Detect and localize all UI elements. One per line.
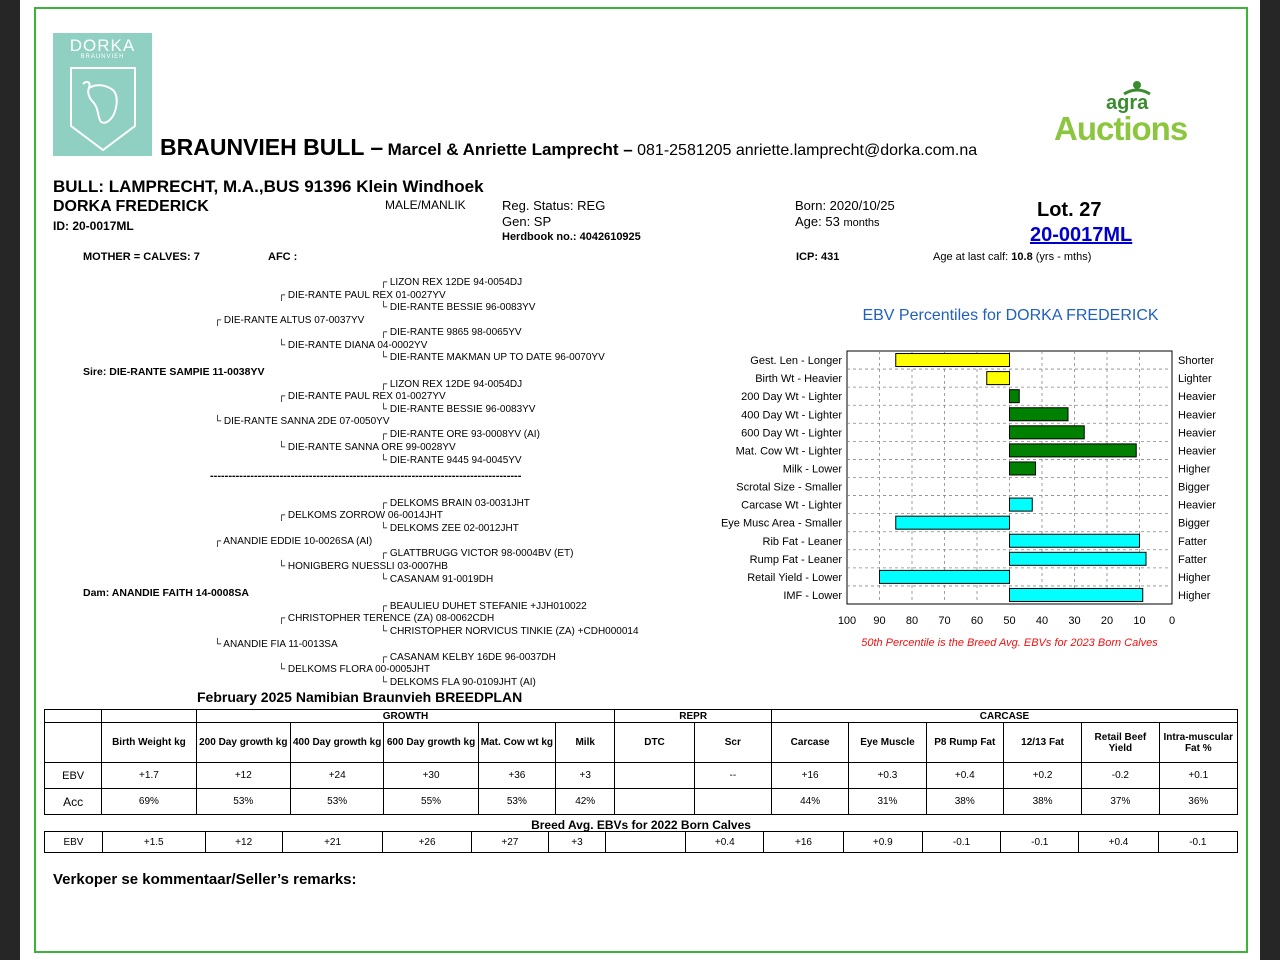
category-label: Birth Wt - Heavier	[755, 373, 842, 386]
pedigree-line: └ DELKOMS ZEE 02-0012JHT	[380, 523, 519, 534]
column-header: Scr	[694, 723, 771, 763]
group-header-row	[45, 710, 1238, 723]
age-value: Age: 53	[795, 214, 840, 229]
lot-link[interactable]: 20-0017ML	[1030, 224, 1133, 246]
pedigree-line: └ DIE-RANTE BESSIE 96-0083YV	[380, 302, 536, 313]
pedigree-line: ┌ DIE-RANTE 9865 98-0065YV	[380, 327, 522, 338]
pedigree-line: └ DIE-RANTE BESSIE 96-0083YV	[380, 404, 536, 415]
x-tick-label: 50	[1003, 615, 1016, 627]
table-cell: +0.4	[926, 763, 1003, 789]
pedigree-line: ┌ DIE-RANTE ALTUS 07-0037YV	[214, 315, 365, 326]
page-title	[160, 134, 977, 161]
table-cell: +1.7	[102, 763, 196, 789]
pedigree-line: ┌ DELKOMS ZORROW 06-0014JHT	[278, 510, 443, 521]
x-tick-label: 40	[1035, 615, 1049, 627]
table-cell: +0.2	[1003, 763, 1081, 789]
pedigree-line: ┌ DELKOMS BRAIN 03-0031JHT	[380, 498, 530, 509]
pedigree-line: ┌ BEAULIEU DUHET STEFANIE +JJH010022	[380, 601, 587, 612]
category-label: Retail Yield - Lower	[747, 571, 842, 584]
column-header: P8 Rump Fat	[926, 723, 1003, 763]
pedigree-separator: -------------------------------------------------------------------------------------	[210, 470, 522, 482]
dam-label: Dam: ANANDIE FAITH 14-0008SA	[83, 587, 249, 599]
pedigree-line: └ DIE-RANTE SANNA ORE 99-0028YV	[278, 442, 456, 453]
age-last-calf-value: 10.8	[1011, 251, 1033, 263]
animal-id: ID: 20-0017ML	[53, 219, 134, 233]
animal-sex: MALE/MANLIK	[385, 198, 466, 212]
column-header: Retail Beef Yield	[1082, 723, 1159, 763]
table-cell: +12	[196, 763, 290, 789]
dorka-logo	[53, 33, 152, 156]
column-header: 600 Day growth kg	[384, 723, 478, 763]
table-cell: 53%	[478, 789, 555, 815]
direction-label: Bigger	[1178, 481, 1210, 494]
title-main: BRAUNVIEH BULL –	[160, 134, 384, 160]
herdbook-no: Herdbook no.: 4042610925	[502, 231, 641, 243]
category-label: Rump Fat - Leaner	[749, 553, 842, 566]
animal-name: DORKA FREDERICK	[53, 198, 209, 215]
table-cell: 37%	[1082, 789, 1159, 815]
column-header: Carcase	[771, 723, 848, 763]
group-carcase: CARCASE	[771, 710, 1237, 723]
direction-label: Heavier	[1178, 445, 1216, 458]
table-cell: +24	[290, 763, 383, 789]
column-header: Milk	[556, 723, 615, 763]
pedigree-line: ┌ LIZON REX 12DE 94-0054DJ	[380, 379, 523, 390]
direction-label: Heavier	[1178, 409, 1216, 422]
x-tick-label: 60	[970, 615, 984, 627]
x-tick-label: 70	[938, 615, 951, 627]
category-label: 400 Day Wt - Lighter	[741, 409, 842, 422]
category-label: Rib Fat - Leaner	[762, 535, 842, 548]
sire-label: Sire: DIE-RANTE SAMPIE 11-0038YV	[83, 366, 265, 378]
x-tick-label: 80	[905, 615, 919, 627]
table-cell: 38%	[1003, 789, 1081, 815]
table-cell: +12	[205, 832, 282, 853]
pedigree-line: └ DELKOMS FLORA 00-0005JHT	[278, 664, 431, 675]
pedigree-line: ┌ ANANDIE EDDIE 10-0026SA (AI)	[214, 536, 373, 547]
table-cell: -0.2	[1082, 763, 1159, 789]
table-cell: -0.1	[1001, 832, 1079, 853]
table-cell: 31%	[849, 789, 926, 815]
column-header: Eye Muscle	[849, 723, 926, 763]
table-cell: +0.1	[1159, 763, 1237, 789]
age-last-calf-unit: (yrs - mths)	[1035, 251, 1092, 263]
breed-avg-table	[44, 831, 1238, 853]
title-owner: Marcel & Anriette Lamprecht –	[387, 140, 633, 159]
icp: ICP: 431	[796, 251, 840, 263]
column-header: 12/13 Fat	[1003, 723, 1081, 763]
table-cell: +27	[471, 832, 548, 853]
bull-shield-icon	[69, 66, 137, 152]
catalogue-page	[20, 0, 1260, 960]
pedigree-line: └ DIE-RANTE 9445 94-0045YV	[380, 455, 522, 466]
category-label: Eye Musc Area - Smaller	[720, 517, 842, 530]
table-cell: 42%	[556, 789, 615, 815]
column-header: 200 Day growth kg	[196, 723, 290, 763]
column-header: DTC	[615, 723, 694, 763]
direction-label: Higher	[1178, 571, 1211, 584]
table-cell: 69%	[102, 789, 196, 815]
lot-number: Lot. 27	[1037, 199, 1102, 221]
direction-label: Heavier	[1178, 499, 1216, 512]
logo-subtitle: BRAUNVIEH	[80, 54, 125, 60]
empty-cell	[102, 710, 196, 723]
table-cell: 53%	[196, 789, 290, 815]
table-cell: 36%	[1159, 789, 1237, 815]
breedplan-table	[44, 709, 1238, 815]
agra-text: agra	[1106, 92, 1149, 114]
x-tick-label: 100	[837, 615, 857, 627]
category-label: Gest. Len - Longer	[750, 355, 842, 368]
pedigree-line: ┌ GLATTBRUGG VICTOR 98-0004BV (ET)	[380, 548, 574, 559]
row-label: Acc	[45, 789, 102, 815]
direction-label: Fatter	[1178, 535, 1207, 548]
column-header: Mat. Cow wt kg	[478, 723, 555, 763]
direction-label: Fatter	[1178, 553, 1207, 566]
age-last-calf-label: Age at last calf:	[933, 251, 1009, 263]
table-cell: +0.9	[843, 832, 922, 853]
category-label: Scrotal Size - Smaller	[736, 481, 842, 494]
table-cell: --	[694, 763, 771, 789]
x-tick-label: 30	[1068, 615, 1081, 627]
category-label: 200 Day Wt - Lighter	[741, 391, 842, 404]
table-row	[45, 763, 1238, 789]
reg-status: Reg. Status: REG	[502, 198, 606, 213]
row-label: EBV	[45, 832, 103, 853]
category-label: 600 Day Wt - Lighter	[741, 427, 842, 440]
direction-label: Heavier	[1178, 427, 1216, 440]
pedigree-line: ┌ DIE-RANTE PAUL REX 01-0027YV	[278, 391, 446, 402]
x-tick-label: 10	[1133, 615, 1146, 627]
direction-label: Higher	[1178, 463, 1211, 476]
category-label: Milk - Lower	[782, 463, 842, 476]
category-label: Mat. Cow Wt - Lighter	[735, 445, 842, 458]
pedigree-line: └ HONIGBERG NUESSLI 03-0007HB	[278, 561, 448, 572]
pedigree-line: └ DIE-RANTE SANNA 2DE 07-0050YV	[214, 416, 390, 427]
x-tick-label: 20	[1100, 615, 1114, 627]
born-date: Born: 2020/10/25	[795, 198, 895, 213]
direction-label: Lighter	[1178, 373, 1212, 386]
group-growth: GROWTH	[196, 710, 615, 723]
table-cell: -0.1	[922, 832, 1000, 853]
pedigree-line: ┌ DIE-RANTE ORE 93-0008YV (AI)	[380, 429, 540, 440]
empty-cell	[45, 723, 102, 763]
direction-label: Shorter	[1178, 355, 1215, 368]
column-header: 400 Day growth kg	[290, 723, 383, 763]
pedigree-line: ┌ DIE-RANTE PAUL REX 01-0027YV	[278, 290, 446, 301]
column-header: Birth Weight kg	[102, 723, 196, 763]
afc: AFC :	[268, 251, 298, 263]
group-repr: REPR	[615, 710, 772, 723]
table-cell: +3	[556, 763, 615, 789]
table-cell: 38%	[926, 789, 1003, 815]
table-cell	[605, 832, 685, 853]
breed-avg-title: Breed Avg. EBVs for 2022 Born Calves	[531, 818, 751, 832]
table-row	[45, 832, 1238, 853]
bull-owner-line: BULL: LAMPRECHT, M.A.,BUS 91396 Klein Windhoek	[53, 177, 484, 196]
seller-remarks: Verkoper se kommentaar/Seller’s remarks:	[53, 871, 357, 888]
logo-title: DORKA	[69, 36, 136, 55]
pedigree-line: ┌ CASANAM KELBY 16DE 96-0037DH	[380, 652, 556, 663]
direction-label: Bigger	[1178, 517, 1210, 530]
table-cell: +26	[383, 832, 471, 853]
category-label: Carcase Wt - Lighter	[741, 499, 842, 512]
table-cell: 44%	[771, 789, 848, 815]
agra-auctions-logo	[1054, 88, 1224, 152]
table-cell	[615, 763, 694, 789]
table-cell: +3	[548, 832, 605, 853]
column-header-row	[45, 723, 1238, 763]
pedigree-line: └ CASANAM 91-0019DH	[380, 574, 494, 585]
breedplan-title: February 2025 Namibian Braunvieh BREEDPLAN	[197, 689, 523, 705]
table-cell: -0.1	[1158, 832, 1237, 853]
pedigree-line: └ ANANDIE FIA 11-0013SA	[214, 639, 338, 650]
row-label: EBV	[45, 763, 102, 789]
direction-label: Higher	[1178, 589, 1211, 602]
chart-title: EBV Percentiles for DORKA FREDERICK	[862, 307, 1159, 324]
auctions-text: Auctions	[1054, 110, 1188, 147]
age-last-calf	[933, 251, 1091, 263]
x-tick-label: 90	[873, 615, 886, 627]
column-header: Intra-muscular Fat %	[1159, 723, 1237, 763]
table-row	[45, 789, 1238, 815]
pedigree-line: └ DELKOMS FLA 90-0109JHT (AI)	[380, 677, 536, 688]
table-cell: +0.3	[849, 763, 926, 789]
category-label: IMF - Lower	[783, 589, 842, 602]
gen: Gen: SP	[502, 214, 552, 229]
table-cell: +16	[771, 763, 848, 789]
pedigree-line: ┌ CHRISTOPHER TERENCE (ZA) 08-0062CDH	[278, 613, 495, 624]
table-cell: +1.5	[102, 832, 205, 853]
table-cell: +16	[764, 832, 843, 853]
empty-cell	[45, 710, 102, 723]
table-cell: +0.4	[686, 832, 764, 853]
table-cell: 55%	[384, 789, 478, 815]
table-cell: +21	[282, 832, 383, 853]
table-cell: +0.4	[1079, 832, 1158, 853]
x-tick-label: 0	[1168, 615, 1176, 627]
table-cell: 53%	[290, 789, 383, 815]
direction-label: Heavier	[1178, 391, 1216, 404]
pedigree-line: └ DIE-RANTE MAKMAN UP TO DATE 96-0070YV	[380, 352, 605, 363]
age-unit: months	[843, 217, 880, 229]
table-cell: +30	[384, 763, 478, 789]
title-contact: 081-2581205 anriette.lamprecht@dorka.com.na	[637, 142, 978, 159]
age	[795, 214, 880, 229]
pedigree-line: └ DIE-RANTE DIANA 04-0002YV	[278, 340, 428, 351]
pedigree-line: └ CHRISTOPHER NORVICUS TINKIE (ZA) +CDH000014	[380, 626, 639, 637]
chart-footnote: 50th Percentile is the Breed Avg. EBVs for 2023 Born Calves	[861, 637, 1158, 649]
table-cell: +36	[478, 763, 555, 789]
mother-calves: MOTHER = CALVES: 7	[83, 251, 200, 263]
table-cell	[694, 789, 771, 815]
pedigree-line: ┌ LIZON REX 12DE 94-0054DJ	[380, 277, 523, 288]
table-cell	[615, 789, 694, 815]
